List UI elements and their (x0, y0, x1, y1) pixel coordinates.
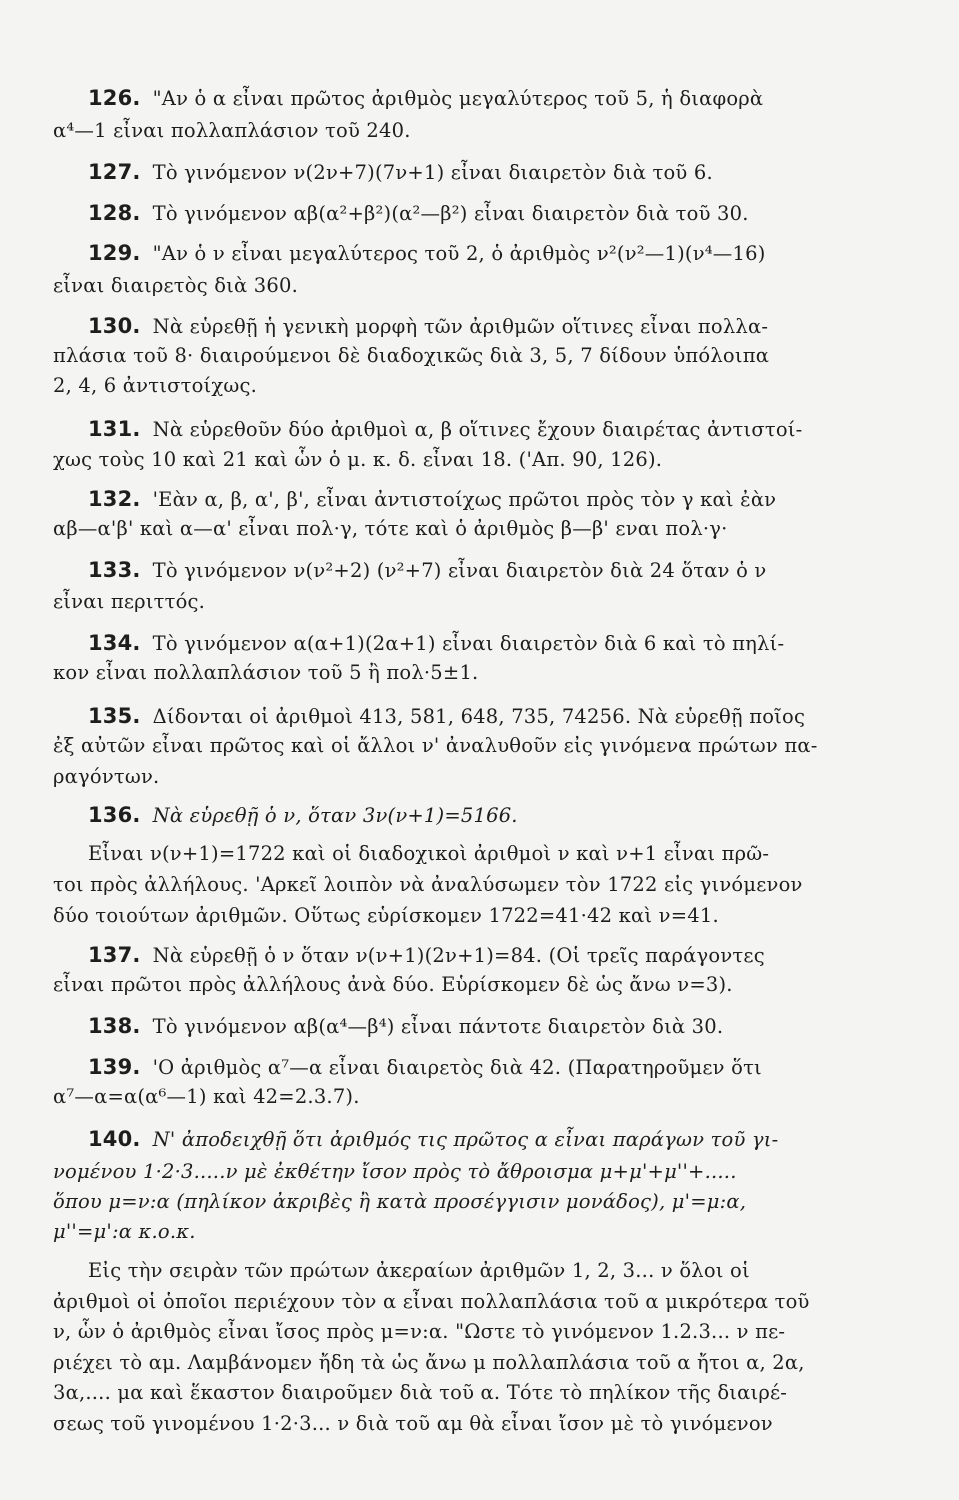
problem-129-line-2: εἶναι διαιρετὸς διὰ 360. (53, 274, 298, 297)
problem-139-line-2: α⁷—α=α(α⁶—1) καὶ 42=2.3.7). (53, 1085, 360, 1108)
problem-131-line-1: 131. Νὰ εὑρεθοῦν δύο ἀριθμοὶ α, β οἵτινες ἔχουν διαιρέτας ἀντιστοί- (88, 417, 803, 441)
problem-138-line-1: 138. Τὸ γινόμενον αβ(α⁴—β⁴) εἶναι πάντοτε διαιρετὸν διὰ 30. (88, 1014, 724, 1038)
problem-136-line-1: 136. Νὰ εὑρεθῇ ὁ ν, ὅταν 3ν(ν+1)=5166. (88, 803, 518, 827)
problem-136-line-4: δύο τοιούτων ἀριθμῶν. Οὕτως εὑρίσκομεν 1722=41·42 καὶ ν=41. (53, 904, 719, 927)
problem-130-line-2: πλάσια τοῦ 8· διαιρούμενοι δὲ διαδοχικῶς διὰ 3, 5, 7 δίδουν ὑπόλοιπα (53, 344, 770, 367)
problem-140-line-5: Εἰς τὴν σειρὰν τῶν πρώτων ἀκεραίων ἀριθμῶν 1, 2, 3... ν ὅλοι οἱ (88, 1259, 750, 1282)
problem-number: 130. (88, 314, 141, 338)
problem-137-line-1: 137. Νὰ εὑρεθῇ ὁ ν ὅταν ν(ν+1)(2ν+1)=84. (Οἱ τρεῖς παράγοντες (88, 943, 765, 967)
problem-number: 133. (88, 558, 141, 582)
problem-132-line-1: 132. 'Εὰν α, β, α', β', εἶναι ἀντιστοίχως πρῶτοι πρὸς τὸν γ καὶ ἐὰν (88, 487, 777, 511)
problem-140-line-1: 140. Ν' ἀποδειχθῇ ὅτι ἀριθμός τις πρῶτος α εἶναι παράγων τοῦ γι- (88, 1127, 779, 1151)
problem-133-line-1: 133. Τὸ γινόμενον ν(ν²+2) (ν²+7) εἶναι διαιρετὸν διὰ 24 ὅταν ὁ ν (88, 558, 767, 582)
problem-140-line-7: ν, ὧν ὁ ἀριθμὸς εἶναι ἴσος πρὸς μ=ν:α. "Ωστε τὸ γινόμενον 1.2.3... ν πε- (53, 1320, 786, 1343)
problem-133-line-2: εἶναι περιττός. (53, 590, 206, 613)
problem-135-line-1: 135. Δίδονται οἱ ἀριθμοὶ 413, 581, 648, 735, 74256. Νὰ εὑρεθῇ ποῖος (88, 704, 806, 728)
problem-number: 131. (88, 417, 141, 441)
problem-135-line-2: ἐξ αὐτῶν εἶναι πρῶτος καὶ οἱ ἄλλοι ν' ἀναλυθοῦν εἰς γινόμενα πρώτων πα- (53, 734, 818, 757)
problem-130-line-1: 130. Νὰ εὑρεθῇ ἡ γενικὴ μορφὴ τῶν ἀριθμῶν οἵτινες εἶναι πολλα- (88, 314, 769, 338)
problem-140-line-2: νομένου 1·2·3.....ν μὲ ἐκθέτην ἴσον πρὸς τὸ ἄθροισμα μ+μ'+μ''+..... (53, 1160, 737, 1183)
problem-140-line-6: ἀριθμοὶ οἱ ὁποῖοι περιέχουν τὸν α εἶναι πολλαπλάσια τοῦ α μικρότερα τοῦ (53, 1290, 810, 1313)
problem-126-line-1: 126. "Αν ὁ α εἶναι πρῶτος ἀριθμὸς μεγαλύτερος τοῦ 5, ἡ διαφορὰ (88, 86, 764, 110)
problem-140-line-9: 3α,.... μα καὶ ἕκαστον διαιροῦμεν διὰ τοῦ α. Τότε τὸ πηλίκον τῆς διαιρέ- (53, 1381, 788, 1404)
problem-140-line-10: σεως τοῦ γινομένου 1·2·3... ν διὰ τοῦ αμ θὰ εἶναι ἴσον μὲ τὸ γινόμενον (53, 1412, 773, 1435)
problem-number: 128. (88, 201, 141, 225)
problem-135-line-3: ραγόντων. (53, 765, 160, 788)
problem-number: 129. (88, 241, 141, 265)
problem-131-line-2: χως τοὺς 10 καὶ 21 καὶ ὧν ὁ μ. κ. δ. εἶναι 18. ('Απ. 90, 126). (53, 448, 663, 471)
problem-number: 134. (88, 631, 141, 655)
problem-number: 127. (88, 160, 141, 184)
problem-number: 126. (88, 86, 141, 110)
problem-126-line-2: α⁴—1 εἶναι πολλαπλάσιον τοῦ 240. (53, 119, 411, 142)
problem-130-line-3: 2, 4, 6 ἀντιστοίχως. (53, 374, 257, 397)
problem-128-line-1: 128. Τὸ γινόμενον αβ(α²+β²)(α²—β²) εἶναι διαιρετὸν διὰ τοῦ 30. (88, 201, 749, 225)
problem-139-line-1: 139. 'Ο ἀριθμὸς α⁷—α εἶναι διαιρετὸς διὰ 42. (Παρατηροῦμεν ὅτι (88, 1055, 762, 1079)
problem-132-line-2: αβ—α'β' καὶ α—α' εἶναι πολ·γ, τότε καὶ ὁ ἀριθμὸς β—β' εναι πολ·γ· (53, 517, 728, 540)
problem-136-line-3: τοι πρὸς ἀλλήλους. 'Αρκεῖ λοιπὸν νὰ ἀναλύσωμεν τὸν 1722 εἰς γινόμενον (53, 873, 803, 896)
problem-136-line-2: Εἶναι ν(ν+1)=1722 καὶ οἱ διαδοχικοὶ ἀριθμοὶ ν καὶ ν+1 εἶναι πρῶ- (88, 842, 770, 865)
problem-127-line-1: 127. Τὸ γινόμενον ν(2ν+7)(7ν+1) εἶναι διαιρετὸν διὰ τοῦ 6. (88, 160, 713, 184)
problem-134-line-1: 134. Τὸ γινόμενον α(α+1)(2α+1) εἶναι διαιρετὸν διὰ 6 καὶ τὸ πηλί- (88, 631, 785, 655)
problem-140-line-3: ὅπου μ=ν:α (πηλίκον ἀκριβὲς ἢ κατὰ προσέγγισιν μονάδος), μ'=μ:α, (53, 1190, 747, 1213)
problem-number: 135. (88, 704, 141, 728)
problem-134-line-2: κον εἶναι πολλαπλάσιον τοῦ 5 ἢ πολ·5±1. (53, 661, 479, 684)
problem-140-line-4: μ''=μ':α κ.ο.κ. (53, 1220, 196, 1243)
problem-number: 139. (88, 1055, 141, 1079)
problem-129-line-1: 129. "Αν ὁ ν εἶναι μεγαλύτερος τοῦ 2, ὁ ἀριθμὸς ν²(ν²—1)(ν⁴—16) (88, 241, 766, 265)
problem-137-line-2: εἶναι πρῶτοι πρὸς ἀλλήλους ἀνὰ δύο. Εὑρίσκομεν δὲ ὡς ἄνω ν=3). (53, 973, 733, 996)
problem-number: 138. (88, 1014, 141, 1038)
problem-140-line-8: ριέχει τὸ αμ. Λαμβάνομεν ἤδη τὰ ὡς ἄνω μ πολλαπλάσια τοῦ α ἤτοι α, 2α, (53, 1351, 805, 1374)
problem-number: 137. (88, 943, 141, 967)
problem-number: 132. (88, 487, 141, 511)
problem-number: 140. (88, 1127, 141, 1151)
problem-number: 136. (88, 803, 141, 827)
